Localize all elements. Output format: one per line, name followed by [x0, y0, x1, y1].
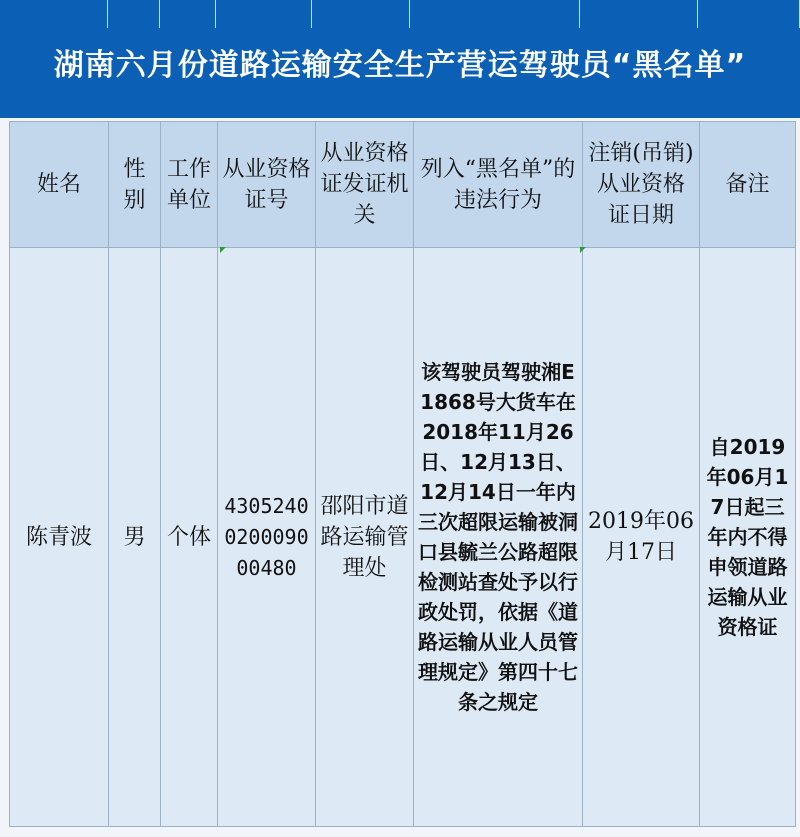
header-row — [10, 122, 796, 248]
comment-marker — [580, 247, 586, 253]
banner-grid-strip — [0, 0, 800, 28]
blacklist-table — [9, 121, 796, 827]
page-title: 湖南六月份道路运输安全生产营运驾驶员“黑名单” — [53, 48, 747, 83]
header-issuing-authority: 从业资格证发证机关 — [316, 122, 414, 248]
cell-name: 陈青波 — [10, 248, 109, 827]
header-violation: 列入“黑名单”的违法行为 — [414, 122, 583, 248]
comment-marker — [220, 247, 226, 253]
header-revoke-date: 注销(吊销)从业资格证日期 — [583, 122, 700, 248]
cell-issuing-authority: 邵阳市道路运输管理处 — [316, 248, 414, 827]
cell-work-unit: 个体 — [161, 248, 218, 827]
cell-violation: 该驾驶员驾驶湘E1868号大货车在2018年11月26日、12月13日、12月14日一年内三次超限运输被洞口县毓兰公路超限检测站查处予以行政处罚，依据《道路运输从业人员管理规定》第四十七条之规定 — [414, 248, 583, 827]
header-work-unit: 工作单位 — [161, 122, 218, 248]
cell-gender: 男 — [109, 248, 161, 827]
table-row — [10, 248, 796, 827]
header-name: 姓名 — [10, 122, 109, 248]
title-banner — [0, 0, 800, 118]
header-remark: 备注 — [700, 122, 796, 248]
cell-revoke-date: 2019年06月17日 — [583, 248, 700, 827]
header-cert-number: 从业资格证号 — [218, 122, 316, 248]
cell-remark: 自2019年06月17日起三年内不得申领道路运输从业资格证 — [700, 248, 796, 827]
cell-cert-number: 43052400200090 00480 — [218, 248, 316, 827]
header-gender: 性别 — [109, 122, 161, 248]
